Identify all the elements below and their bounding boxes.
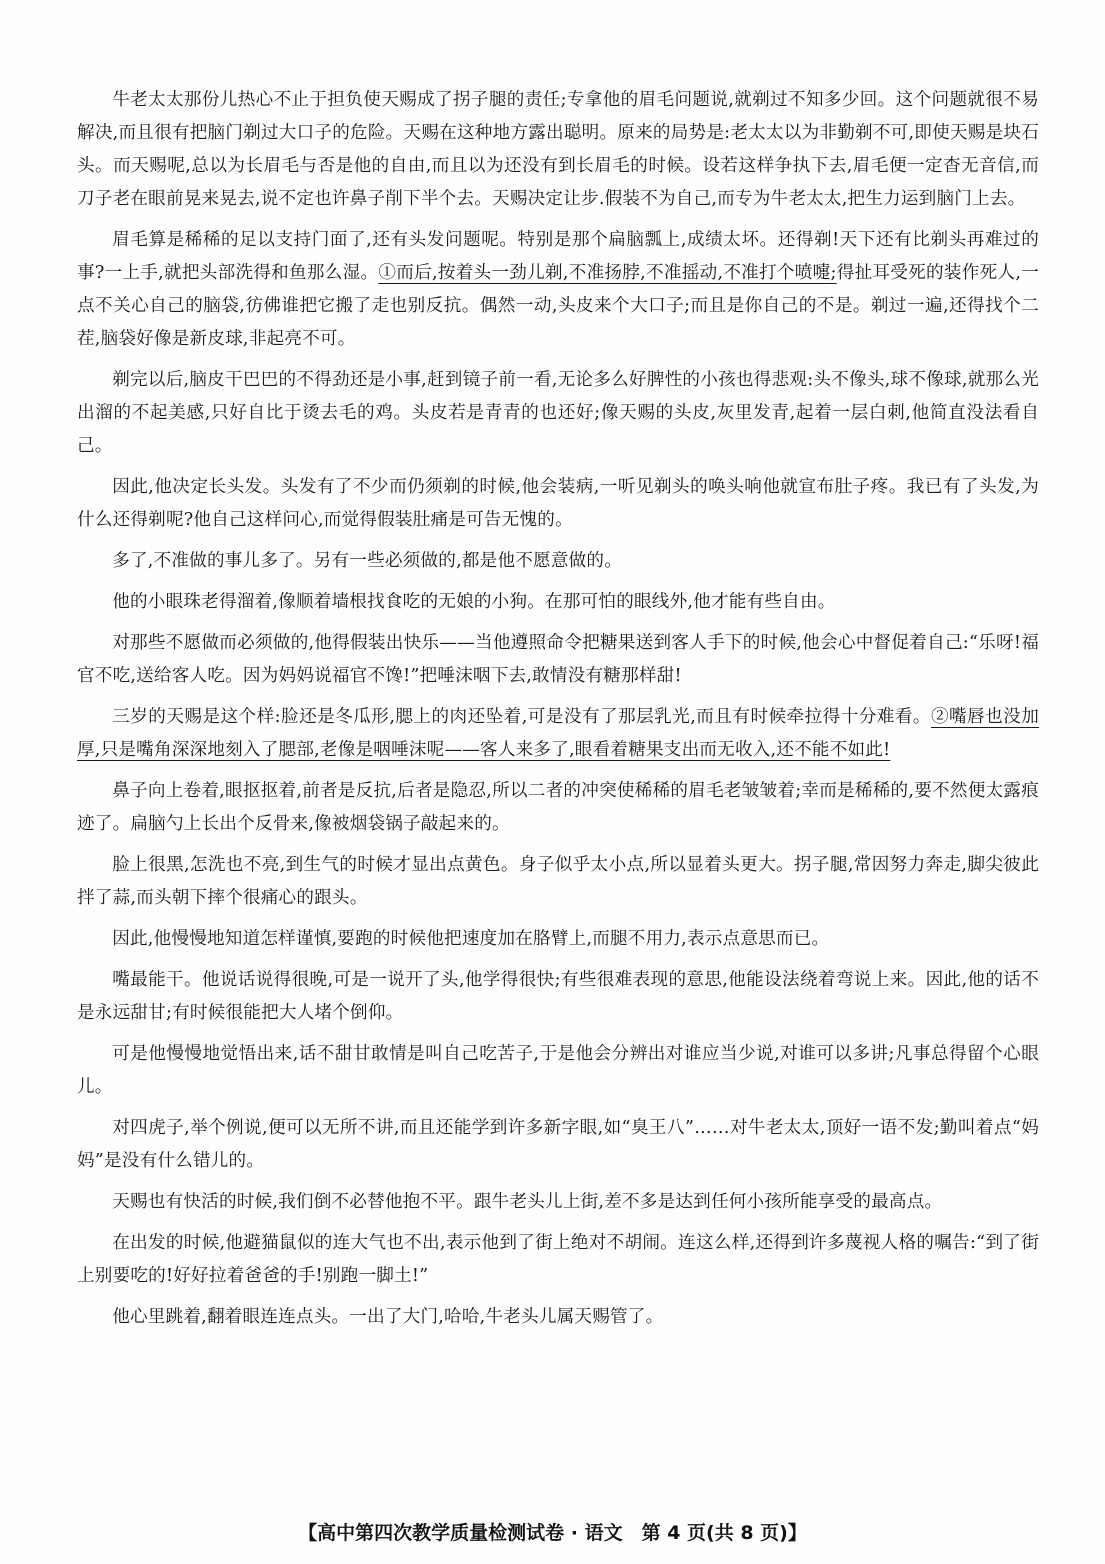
paragraph-1: 牛老太太那份儿热心不止于担负使天赐成了拐子腿的责任;专拿他的眉毛问题说,就剃过不知多少回。这个问题就很不易解决,而且很有把脑门剃过大口子的危险。天赐在这种地方露出聪明。原来的局势是:老太太以为非勤剃不可,即使天赐是块石头。而天赐呢,总以为长眉毛与否是他的自由,而且以为还没有到长眉毛的时候。设若这样争执下去,眉毛便一定杳无音信,而刀子老在眼前晃来晃去,说不定也许鼻子削下半个去。天赐决定让步.假装不为自己,而专为牛老太太,把生力运到脑门上去。 [77,90,1039,209]
paragraph-3: 剃完以后,脑皮干巴巴的不得劲还是小事,赶到镜子前一看,无论多么好脾性的小孩也得悲观:头不像头,球不像球,就那么光出溜的不起美感,只好自比于烫去毛的鸡。头皮若是青青的也还好;像天赐的头皮,灰里发青,起着一层白刺,他简直没法看自己。 [77,370,1039,456]
paragraph-8-lead: 三岁的天赐是这个样:脸还是冬瓜形,腮上的肉还坠着,可是没有了那层乳光,而且有时候牵拉得十分难看。 [112,707,931,727]
paragraph-4: 因此,他决定长头发。头发有了不少而仍须剃的时候,他会装病,一听见剃头的唤头响他就宣布肚子疼。我已有了头发,为什么还得剃呢?他自己这样问心,而觉得假装肚痛是可告无愧的。 [77,477,1039,530]
paragraph-7: 对那些不愿做而必须做的,他得假装出快乐——当他遵照命令把糖果送到客人手下的时候,他会心中督促着自己:“乐呀!福官不吃,送给客人吃。因为妈妈说福官不馋!”把唾沫咽下去,敢情没有糖那样甜! [77,633,1039,686]
paragraph-17: 他心里跳着,翻着眼连连点头。一出了大门,哈哈,牛老头儿属天赐管了。 [112,1307,664,1327]
paragraph-11: 因此,他慢慢地知道怎样谨慎,要跑的时候他把速度加在胳臂上,而腿不用力,表示点意思而已。 [112,929,830,949]
paragraph-6: 他的小眼珠老得溜着,像顺着墙根找食吃的无娘的小狗。在那可怕的眼线外,他才能有些自由。 [112,592,836,612]
paragraph-10: 脸上很黑,怎洗也不亮,到生气的时候才显出点黄色。身子似乎太小点,所以显着头更大。拐子腿,常因努力奔走,脚尖彼此拌了蒜,而头朝下摔个很痛心的跟头。 [77,855,1039,908]
paragraph-13: 可是他慢慢地觉悟出来,话不甜甘敢情是叫自己吃苦子,于是他会分辨出对谁应当少说,对谁可以多讲;凡事总得留个心眼儿。 [77,1044,1039,1097]
paragraph-14: 对四虎子,举个例说,便可以无所不讲,而且还能学到许多新字眼,如“臭王八”……对牛老太太,顶好一语不发;勤叫着点“妈妈”是没有什么错儿的。 [77,1118,1039,1171]
paragraph-2-rest: 得扯耳受死的装作死人,一点不关心自己的脑袋,彷佛谁把它搬了走也别反抗。偶然一动,头皮来个大口子;而且是你自己的不是。剃过一遍,还得找个二茬,脑袋好像是新皮球,非起亮不可。 [77,263,1039,349]
paragraph-16: 在出发的时候,他避猫鼠似的连大气也不出,表示他到了街上绝对不胡闹。连这么样,还得到许多蔑视人格的嘱告:“到了街上别要吃的!好好拉着爸爸的手!别跑一脚土!” [77,1233,1039,1286]
paragraph-12: 嘴最能干。他说话说得很晚,可是一说开了头,他学得很快;有些很难表现的意思,他能设法绕着弯说上来。因此,他的话不是永远甜甘;有时候很能把大人堵个倒仰。 [77,970,1039,1023]
paragraph-8 [77,701,1039,767]
paragraph-5: 多了,不准做的事儿多了。另有一些必须做的,都是他不愿意做的。 [112,551,623,571]
paragraph-2-lead: 眉毛算是稀稀的足以支持门面了,还有头发问题呢。特别是那个扁脑瓢上,成绩太坏。还得剃!天下还有比剃头再难过的事?一上手,就把头部洗得和鱼那么湿。 [77,230,1039,283]
article-body [77,84,1039,1342]
page-footer: 【高中第四次教学质量检测试卷 · 语文 第 4 页(共 8 页)】 [298,1522,807,1544]
paragraph-15: 天赐也有快活的时候,我们倒不必替他抱不平。跟牛老头儿上街,差不多是达到任何小孩所能享受的最高点。 [112,1192,943,1212]
paragraph-9: 鼻子向上卷着,眼抠抠着,前者是反抗,后者是隐忍,所以二者的冲突使稀稀的眉毛老皱皱着;幸而是稀稀的,要不然便太露痕迹了。扁脑勺上长出个反骨来,像被烟袋锅子敲起来的。 [77,781,1039,834]
underlined-sentence-1: ①而后,按着头一劲儿剃,不准扬脖,不准摇动,不准打个喷嚏; [378,263,837,283]
paragraph-2 [77,224,1039,356]
underlined-sentence-2: ②嘴唇也没加厚,只是嘴角深深地刻入了腮部,老像是咽唾沫呢——客人来多了,眼看着糖果支出而无收入,还不能不如此! [77,707,1040,760]
